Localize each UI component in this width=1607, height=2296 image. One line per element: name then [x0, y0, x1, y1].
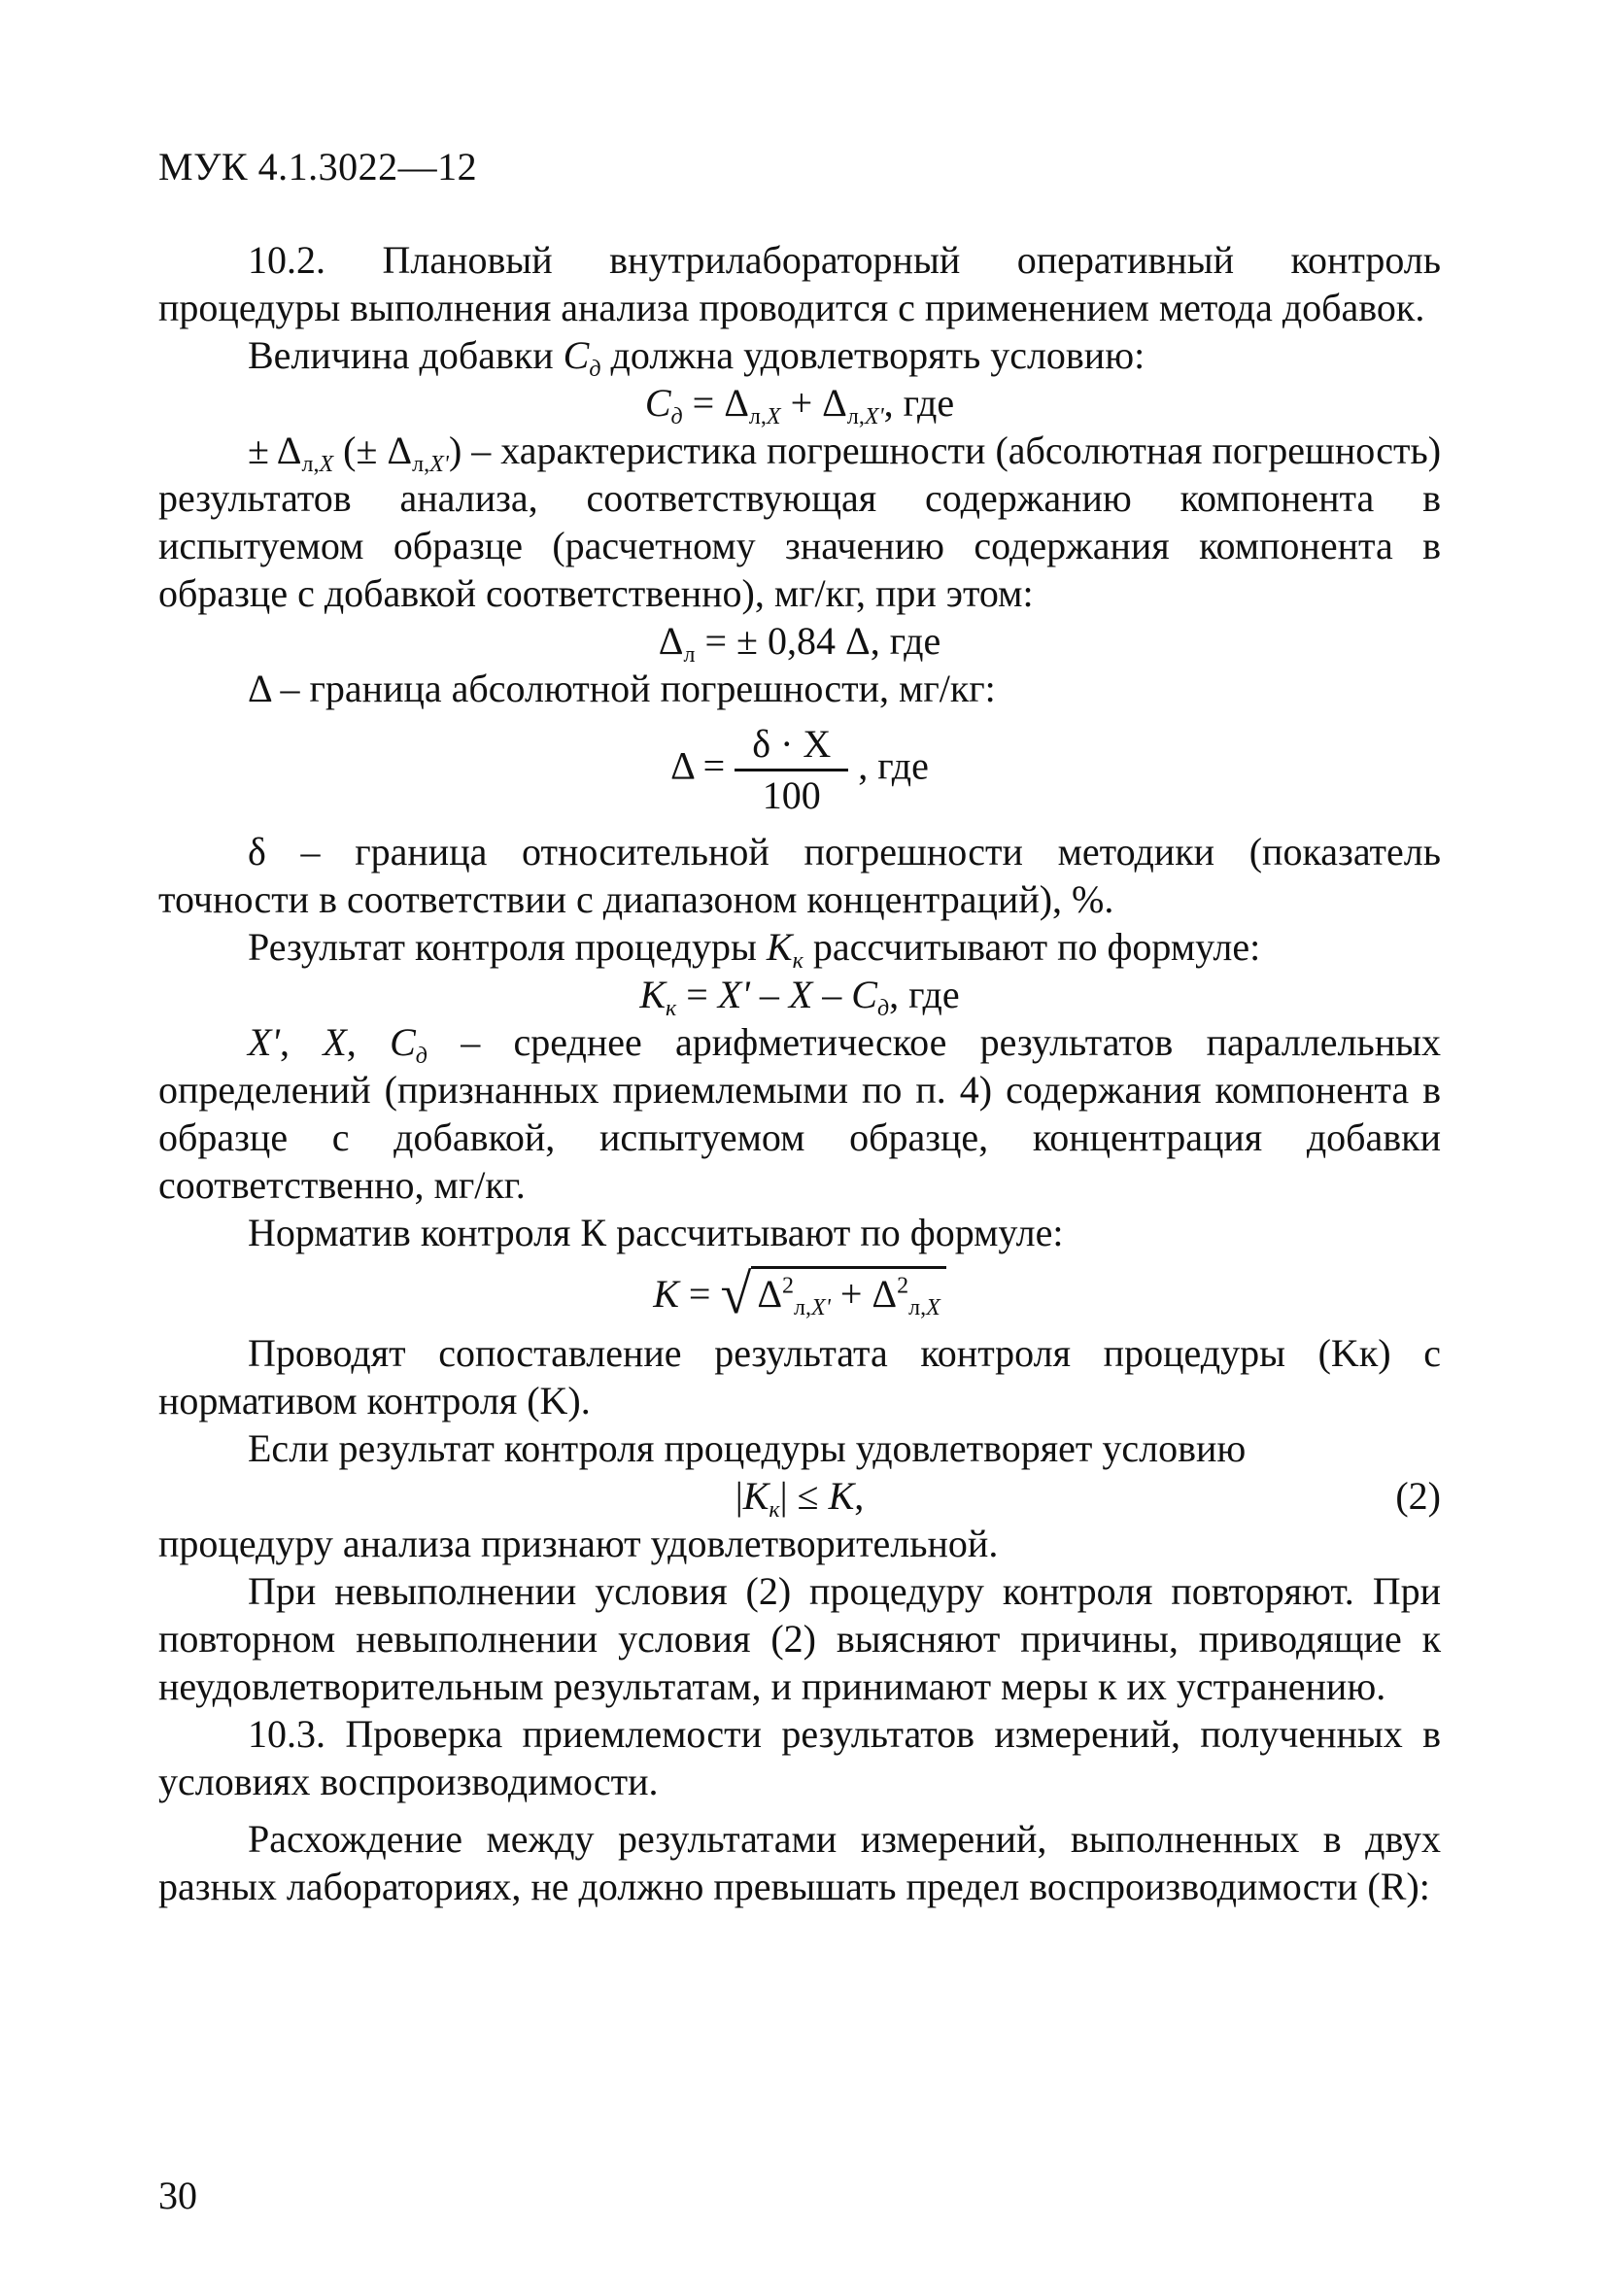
formula-k: K = √ $\Delta^2_{л,X'} + \Delta^2_{л,X}$ — [158, 1266, 1441, 1319]
paragraph-norm: Норматив контроля К рассчитывают по формуле: — [248, 1211, 1064, 1254]
fraction: $\frac{\delta \cdot X}{100}$ — [735, 722, 848, 818]
formula-kk: $K_к = X' - X - C_д$, где — [639, 973, 960, 1021]
paragraph-delta-rel: δ – граница относительной погрешности методики (показатель точности в соответствии с диапазоном концентраций), %. — [158, 830, 1441, 921]
formula-delta: Δ = $\frac{\delta \cdot X}{100}$ , где — [670, 722, 929, 817]
paragraph-condition: Если результат контроля процедуры удовлетворяет условию — [248, 1426, 1247, 1470]
paragraph-10-2: 10.2. Плановый внутрилабораторный оперативный контроль процедуры выполнения анализа проводится с применением метода добавок. — [158, 238, 1441, 329]
paragraph-10-3: 10.3. Проверка приемлемости результатов измерений, полученных в условиях воспроизводимости. — [158, 1712, 1441, 1803]
paragraph-compare: Проводят сопоставление результата контроля процедуры (Kк) с нормативом контроля (K). — [158, 1331, 1441, 1422]
paragraph-reproducibility: Расхождение между результатами измерений, выполненных в двух разных лабораториях, не должно превышать предел воспроизводимости (R): — [158, 1817, 1441, 1908]
document-header: МУК 4.1.3022—12 — [158, 145, 478, 188]
document-body — [158, 236, 1441, 1910]
paragraph-averages: X', X, $C_д$ – среднее арифметическое результатов параллельных определений (признанных приемлемыми по п. 4) содержания компонента в образце с добавкой, испытуемом образце, концентрация добавки соответственно, мг/кг. — [158, 1020, 1442, 1207]
paragraph-addition: Величина добавки $C_д$ должна удовлетворять условию: — [248, 333, 1145, 382]
paragraph-repeat: При невыполнении условия (2) процедуру контроля повторяют. При повторном невыполнении условия (2) выясняют причины, приводящие к неудовлетворительным результатам, и принимают меры к их устранению. — [158, 1569, 1441, 1708]
equation-number: (2) — [1395, 1474, 1441, 1518]
formula-condition-2: $|K_к| \le K$, (2) — [735, 1474, 1441, 1523]
page-number: 30 — [158, 2174, 197, 2217]
paragraph-delta-def: Δ – граница абсолютной погрешности, мг/кг: — [248, 667, 996, 710]
paragraph-error-char: ± $\Delta_{л,X}$ (± $\Delta_{л,X'}$) – характеристика погрешности (абсолютная погрешность) результатов анализа, соответствующая содержанию компонента в испытуемом образце (расчетному значению содержания компонента в образце с добавкой соответственно), мг/кг, при этом: — [158, 428, 1442, 615]
paragraph-satisfactory: процедуру анализа признают удовлетворительной. — [158, 1522, 999, 1565]
formula-addition: $C_д = \Delta_{л,X} + \Delta_{л,X'}$, где — [644, 381, 955, 429]
paragraph-control-result: Результат контроля процедуры $K_к$ рассчитывают по формуле: — [248, 925, 1261, 974]
formula-delta-l: $\Delta_л$ = ± 0,84 Δ, где — [658, 619, 941, 668]
